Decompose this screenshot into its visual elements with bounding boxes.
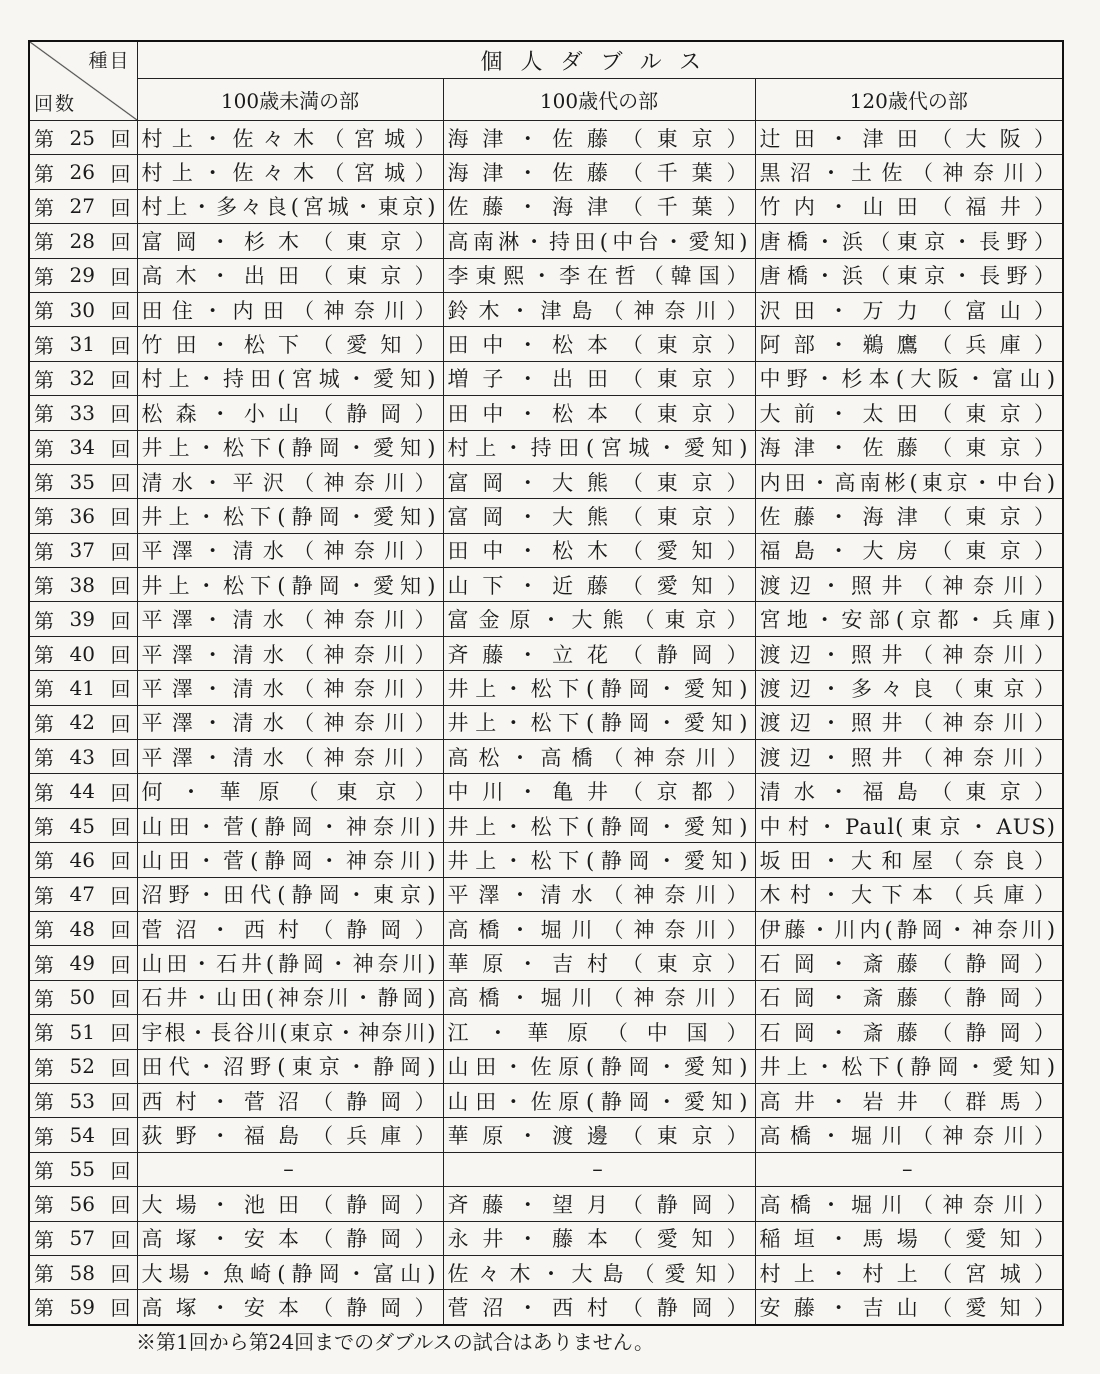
entry-100s: 平澤・清水（神奈川） (443, 877, 755, 911)
entry-100s: 井上・松下(静岡・愛知) (443, 671, 755, 705)
round-n: 第 (34, 1055, 54, 1080)
round-kai: 回 (110, 1021, 131, 1046)
round-cell (29, 843, 137, 877)
round-n: 第 (34, 780, 54, 805)
round-num: 40 (69, 641, 95, 666)
entry-120s: 伊藤・川内(静岡・神奈川) (755, 911, 1063, 945)
round-kai: 回 (110, 952, 131, 977)
round-num: 58 (69, 1260, 95, 1285)
table-row (29, 1118, 1063, 1152)
round-kai: 回 (110, 505, 131, 530)
round-cell (29, 292, 137, 326)
entry-100s: 中川・亀井（京都） (443, 774, 755, 808)
round-n: 第 (34, 746, 54, 771)
round-kai: 回 (110, 574, 131, 599)
table-row (29, 946, 1063, 980)
round-num: 53 (69, 1088, 95, 1113)
round-kai: 回 (110, 780, 131, 805)
table-row (29, 1290, 1063, 1325)
entry-100s: 海津・佐藤（千葉） (443, 155, 755, 189)
entry-120s: 阿部・鵜鷹（兵庫） (755, 327, 1063, 361)
round-n: 第 (34, 677, 54, 702)
round-cell (29, 327, 137, 361)
entry-under-100: 松森・小山（静岡） (137, 396, 443, 430)
round-n: 第 (34, 1090, 54, 1115)
entry-under-100: 井上・松下(静岡・愛知) (137, 568, 443, 602)
entry-120s: 清水・福島（東京） (755, 774, 1063, 808)
round-cell (29, 911, 137, 945)
round-n: 第 (34, 539, 54, 564)
round-n: 第 (34, 608, 54, 633)
entry-100s: 田中・松本（東京） (443, 396, 755, 430)
round-kai: 回 (110, 539, 131, 564)
round-num: 34 (69, 435, 95, 460)
round-num: 46 (69, 847, 95, 872)
round-kai: 回 (110, 815, 131, 839)
round-kai: 回 (110, 746, 131, 771)
round-kai: 回 (110, 918, 131, 943)
round-cell (29, 533, 137, 567)
round-kai: 回 (110, 127, 131, 152)
entry-120s: 高橋・堀川（神奈川） (755, 1187, 1063, 1221)
table-row (29, 1255, 1063, 1289)
round-cell (29, 602, 137, 636)
round-n: 第 (34, 1158, 54, 1183)
entry-100s: 高橋・堀川（神奈川） (443, 911, 755, 945)
round-cell (29, 1255, 137, 1289)
table-row (29, 464, 1063, 498)
entry-100s: 高南淋・持田(中台・愛知) (443, 224, 755, 258)
round-num: 37 (69, 538, 95, 563)
entry-100s: 永井・藤本（愛知） (443, 1221, 755, 1255)
corner-event-label: 種目 (88, 50, 131, 72)
entry-120s: 唐橋・浜（東京・長野） (755, 224, 1063, 258)
entry-under-100: 大場・池田（静岡） (137, 1187, 443, 1221)
table-row (29, 121, 1063, 155)
corner-round-label: 回数 (34, 93, 77, 115)
entry-100s: 斉藤・立花（静岡） (443, 636, 755, 670)
round-n: 第 (34, 436, 54, 461)
round-num: 26 (69, 160, 95, 185)
round-cell (29, 224, 137, 258)
round-num: 36 (69, 503, 95, 528)
round-num: 35 (69, 469, 95, 494)
round-n: 第 (34, 299, 54, 324)
round-cell (29, 671, 137, 705)
entry-100s: 田中・松本（東京） (443, 327, 755, 361)
round-num: 30 (69, 297, 95, 322)
round-cell (29, 877, 137, 911)
entry-120s: 木村・大下本（兵庫） (755, 877, 1063, 911)
table-row (29, 430, 1063, 464)
table-row (29, 533, 1063, 567)
round-n: 第 (34, 161, 54, 186)
entry-under-100: 菅沼・西村（静岡） (137, 911, 443, 945)
round-kai: 回 (110, 711, 131, 736)
entry-120s: 安藤・吉山（愛知） (755, 1290, 1063, 1325)
round-n: 第 (34, 1227, 54, 1252)
entry-120s: 竹内・山田（福井） (755, 189, 1063, 223)
table-row (29, 705, 1063, 739)
round-cell (29, 258, 137, 292)
entry-100s: 高橋・堀川（神奈川） (443, 980, 755, 1014)
entry-100s: 田中・松木（愛知） (443, 533, 755, 567)
entry-100s: 華原・渡邊（東京） (443, 1118, 755, 1152)
entry-120s: 石岡・斎藤（静岡） (755, 946, 1063, 980)
entry-100s: 井上・松下(静岡・愛知) (443, 705, 755, 739)
entry-100s: 海津・佐藤（東京） (443, 121, 755, 155)
entry-under-100: 沼野・田代(静岡・東京) (137, 877, 443, 911)
group-header: 個人ダブルス (137, 41, 1063, 79)
table-row (29, 671, 1063, 705)
round-num: 29 (69, 263, 95, 288)
round-kai: 回 (110, 849, 131, 874)
round-kai: 回 (110, 1262, 131, 1287)
entry-under-100: 山田・菅(静岡・神奈川) (137, 843, 443, 877)
round-num: 54 (69, 1123, 95, 1148)
entry-under-100: 村上・佐々木（宮城） (137, 155, 443, 189)
round-n: 第 (34, 1262, 54, 1287)
entry-under-100: 平澤・清水（神奈川） (137, 533, 443, 567)
round-num: 31 (69, 332, 95, 357)
round-num: 49 (69, 951, 95, 976)
round-cell (29, 1049, 137, 1083)
entry-120s: 高井・岩井（群馬） (755, 1083, 1063, 1117)
round-n: 第 (34, 1021, 54, 1046)
round-n: 第 (34, 195, 54, 220)
entry-120s: 沢田・万力（富山） (755, 292, 1063, 326)
round-n: 第 (34, 127, 54, 152)
entry-100s: 山田・佐原(静岡・愛知) (443, 1049, 755, 1083)
round-cell (29, 1152, 137, 1186)
round-n: 第 (34, 264, 54, 289)
round-num: 45 (69, 813, 95, 838)
round-num: 57 (69, 1226, 95, 1251)
round-kai: 回 (110, 1227, 131, 1252)
entry-under-100: 田住・内田（神奈川） (137, 292, 443, 326)
entry-under-100: 平澤・清水（神奈川） (137, 671, 443, 705)
round-n: 第 (34, 230, 54, 255)
table-row (29, 843, 1063, 877)
round-cell (29, 636, 137, 670)
entry-100s: 江・華原（中国） (443, 1015, 755, 1049)
round-num: 28 (69, 228, 95, 253)
round-kai: 回 (110, 643, 131, 668)
round-n: 第 (34, 849, 54, 874)
entry-100s: 井上・松下(静岡・愛知) (443, 808, 755, 842)
round-cell (29, 361, 137, 395)
round-cell (29, 396, 137, 430)
round-cell (29, 1221, 137, 1255)
table-row (29, 1152, 1063, 1186)
round-num: 59 (69, 1294, 95, 1319)
entry-100s: 井上・松下(静岡・愛知) (443, 843, 755, 877)
entry-120s: 渡辺・照井（神奈川） (755, 636, 1063, 670)
entry-120s: 福島・大房（東京） (755, 533, 1063, 567)
entry-under-100: 宇根・長谷川(東京・神奈川) (137, 1015, 443, 1049)
column-header-100s: 100歳代の部 (443, 79, 755, 121)
entry-100s: 山下・近藤（愛知） (443, 568, 755, 602)
round-n: 第 (34, 471, 54, 496)
round-kai: 回 (110, 367, 131, 392)
round-cell (29, 499, 137, 533)
table-body (29, 121, 1063, 1325)
entry-120s: 大前・太田（東京） (755, 396, 1063, 430)
entry-under-100: 井上・松下(静岡・愛知) (137, 499, 443, 533)
table-row (29, 636, 1063, 670)
entry-120s: 高橋・堀川（神奈川） (755, 1118, 1063, 1152)
round-num: 44 (69, 779, 95, 804)
entry-120s: 宮地・安部(京都・兵庫) (755, 602, 1063, 636)
round-cell (29, 705, 137, 739)
entry-100s: 村上・持田(宮城・愛知) (443, 430, 755, 464)
round-n: 第 (34, 1124, 54, 1149)
table-row (29, 980, 1063, 1014)
results-table-container (28, 40, 1062, 1326)
round-num: 39 (69, 607, 95, 632)
round-cell (29, 430, 137, 464)
entry-100s: 高松・高橋（神奈川） (443, 740, 755, 774)
entry-120s: 渡辺・照井（神奈川） (755, 740, 1063, 774)
column-header-120s: 120歳代の部 (755, 79, 1063, 121)
table-row (29, 361, 1063, 395)
entry-under-100: 平澤・清水（神奈川） (137, 602, 443, 636)
entry-100s: 鈴木・津島（神奈川） (443, 292, 755, 326)
entry-under-100: 村上・持田(宮城・愛知) (137, 361, 443, 395)
entry-120s: 渡辺・照井（神奈川） (755, 568, 1063, 602)
round-kai: 回 (110, 333, 131, 358)
round-n: 第 (34, 505, 54, 530)
round-cell (29, 121, 137, 155)
round-num: 42 (69, 710, 95, 735)
table-row (29, 740, 1063, 774)
round-cell (29, 740, 137, 774)
round-kai: 回 (110, 161, 131, 186)
round-n: 第 (34, 883, 54, 908)
round-cell (29, 774, 137, 808)
entry-120s: 渡辺・照井（神奈川） (755, 705, 1063, 739)
entry-120s: 佐藤・海津（東京） (755, 499, 1063, 533)
round-cell (29, 568, 137, 602)
table-row (29, 1015, 1063, 1049)
entry-100s: 李東熙・李在哲（韓国） (443, 258, 755, 292)
entry-under-100: 石井・山田(神奈川・静岡) (137, 980, 443, 1014)
entry-120s: 中野・杉本(大阪・富山) (755, 361, 1063, 395)
entry-100s: 富金原・大熊（東京） (443, 602, 755, 636)
entry-under-100: 山田・石井(静岡・神奈川) (137, 946, 443, 980)
round-cell (29, 980, 137, 1014)
round-kai: 回 (110, 299, 131, 324)
entry-120s: 石岡・斎藤（静岡） (755, 1015, 1063, 1049)
round-n: 第 (34, 986, 54, 1011)
round-kai: 回 (110, 436, 131, 461)
round-cell (29, 1118, 137, 1152)
table-row (29, 224, 1063, 258)
round-kai: 回 (110, 402, 131, 427)
round-kai: 回 (110, 1090, 131, 1115)
entry-100s: 佐々木・大島（愛知） (443, 1255, 755, 1289)
round-num: 33 (69, 400, 95, 425)
entry-100s: 華原・吉村（東京） (443, 946, 755, 980)
table-row (29, 292, 1063, 326)
round-cell (29, 808, 137, 842)
table-row (29, 155, 1063, 189)
entry-100s: 富岡・大熊（東京） (443, 464, 755, 498)
round-num: 41 (69, 675, 95, 700)
round-num: 50 (69, 985, 95, 1010)
entry-under-100: 村上・多々良(宮城・東京) (137, 189, 443, 223)
entry-120s: 中村・Paul(東京・AUS) (755, 808, 1063, 842)
table-row (29, 911, 1063, 945)
entry-120s: 石岡・斎藤（静岡） (755, 980, 1063, 1014)
round-kai: 回 (110, 230, 131, 255)
round-n: 第 (34, 402, 54, 427)
entry-under-100: 清水・平沢（神奈川） (137, 464, 443, 498)
table-row (29, 877, 1063, 911)
entry-100s: 斉藤・望月（静岡） (443, 1187, 755, 1221)
round-num: 52 (69, 1054, 95, 1079)
entry-120s: 唐橋・浜（東京・長野） (755, 258, 1063, 292)
entry-under-100: 平澤・清水（神奈川） (137, 636, 443, 670)
entry-120s: 井上・松下(静岡・愛知) (755, 1049, 1063, 1083)
round-kai: 回 (110, 1296, 131, 1321)
table-row (29, 602, 1063, 636)
round-kai: 回 (110, 471, 131, 496)
table-row (29, 396, 1063, 430)
table-row (29, 568, 1063, 602)
entry-120s: 渡辺・多々良（東京） (755, 671, 1063, 705)
round-cell (29, 1083, 137, 1117)
table-row (29, 258, 1063, 292)
round-n: 第 (34, 1296, 54, 1321)
entry-120s: 海津・佐藤（東京） (755, 430, 1063, 464)
round-cell (29, 946, 137, 980)
round-kai: 回 (110, 677, 131, 702)
round-num: 27 (69, 194, 95, 219)
round-kai: 回 (110, 1055, 131, 1080)
entry-100s: – (443, 1152, 755, 1186)
entry-under-100: 田代・沼野(東京・静岡) (137, 1049, 443, 1083)
entry-120s: 内田・高南彬(東京・中台) (755, 464, 1063, 498)
round-n: 第 (34, 333, 54, 358)
entry-under-100: 高塚・安本（静岡） (137, 1221, 443, 1255)
table-row (29, 774, 1063, 808)
round-n: 第 (34, 1193, 54, 1218)
round-num: 55 (69, 1157, 95, 1182)
round-cell (29, 1290, 137, 1325)
round-kai: 回 (110, 986, 131, 1011)
round-n: 第 (34, 574, 54, 599)
round-kai: 回 (110, 1193, 131, 1218)
round-num: 25 (69, 125, 95, 150)
entry-under-100: 西村・菅沼（静岡） (137, 1083, 443, 1117)
table-row (29, 1187, 1063, 1221)
table-row (29, 189, 1063, 223)
round-num: 38 (69, 572, 95, 597)
round-kai: 回 (110, 1124, 131, 1149)
table-row (29, 499, 1063, 533)
entry-120s: 稲垣・馬場（愛知） (755, 1221, 1063, 1255)
round-kai: 回 (110, 264, 131, 289)
entry-under-100: 竹田・松下（愛知） (137, 327, 443, 361)
entry-under-100: 平澤・清水（神奈川） (137, 705, 443, 739)
round-num: 56 (69, 1191, 95, 1216)
entry-under-100: 大場・魚崎(静岡・富山) (137, 1255, 443, 1289)
table-row (29, 1221, 1063, 1255)
round-cell (29, 464, 137, 498)
table-row (29, 808, 1063, 842)
round-n: 第 (34, 952, 54, 977)
round-num: 48 (69, 916, 95, 941)
entry-under-100: 井上・松下(静岡・愛知) (137, 430, 443, 464)
entry-under-100: 山田・菅(静岡・神奈川) (137, 808, 443, 842)
round-kai: 回 (110, 883, 131, 908)
footnote: ※第1回から第24回までのダブルスの試合はありません。 (136, 1330, 654, 1354)
round-kai: 回 (110, 1158, 131, 1183)
table-row (29, 1083, 1063, 1117)
round-cell (29, 1187, 137, 1221)
entry-120s: – (755, 1152, 1063, 1186)
round-num: 47 (69, 882, 95, 907)
entry-under-100: 高塚・安本（静岡） (137, 1290, 443, 1325)
entry-120s: 黒沼・土佐（神奈川） (755, 155, 1063, 189)
round-n: 第 (34, 815, 54, 839)
entry-under-100: 平澤・清水（神奈川） (137, 740, 443, 774)
round-n: 第 (34, 367, 54, 392)
entry-120s: 坂田・大和屋（奈良） (755, 843, 1063, 877)
round-num: 51 (69, 1019, 95, 1044)
entry-100s: 佐藤・海津（千葉） (443, 189, 755, 223)
round-n: 第 (34, 643, 54, 668)
entry-under-100: 何・華原（東京） (137, 774, 443, 808)
entry-100s: 増子・出田（東京） (443, 361, 755, 395)
round-num: 32 (69, 366, 95, 391)
round-n: 第 (34, 918, 54, 943)
column-header-under-100: 100歳未満の部 (137, 79, 443, 121)
round-cell (29, 1015, 137, 1049)
round-num: 43 (69, 744, 95, 769)
round-cell (29, 189, 137, 223)
entry-100s: 富岡・大熊（東京） (443, 499, 755, 533)
corner-header (29, 41, 137, 121)
entry-under-100: 高木・出田（東京） (137, 258, 443, 292)
entry-100s: 菅沼・西村（静岡） (443, 1290, 755, 1325)
entry-under-100: 富岡・杉木（東京） (137, 224, 443, 258)
entry-100s: 山田・佐原(静岡・愛知) (443, 1083, 755, 1117)
table-row (29, 327, 1063, 361)
table-row (29, 1049, 1063, 1083)
round-n: 第 (34, 711, 54, 736)
entry-under-100: 荻野・福島（兵庫） (137, 1118, 443, 1152)
doubles-results-table (28, 40, 1064, 1326)
entry-120s: 村上・村上（宮城） (755, 1255, 1063, 1289)
round-kai: 回 (110, 195, 131, 220)
entry-under-100: – (137, 1152, 443, 1186)
round-cell (29, 155, 137, 189)
round-kai: 回 (110, 608, 131, 633)
entry-120s: 辻田・津田（大阪） (755, 121, 1063, 155)
entry-under-100: 村上・佐々木（宮城） (137, 121, 443, 155)
